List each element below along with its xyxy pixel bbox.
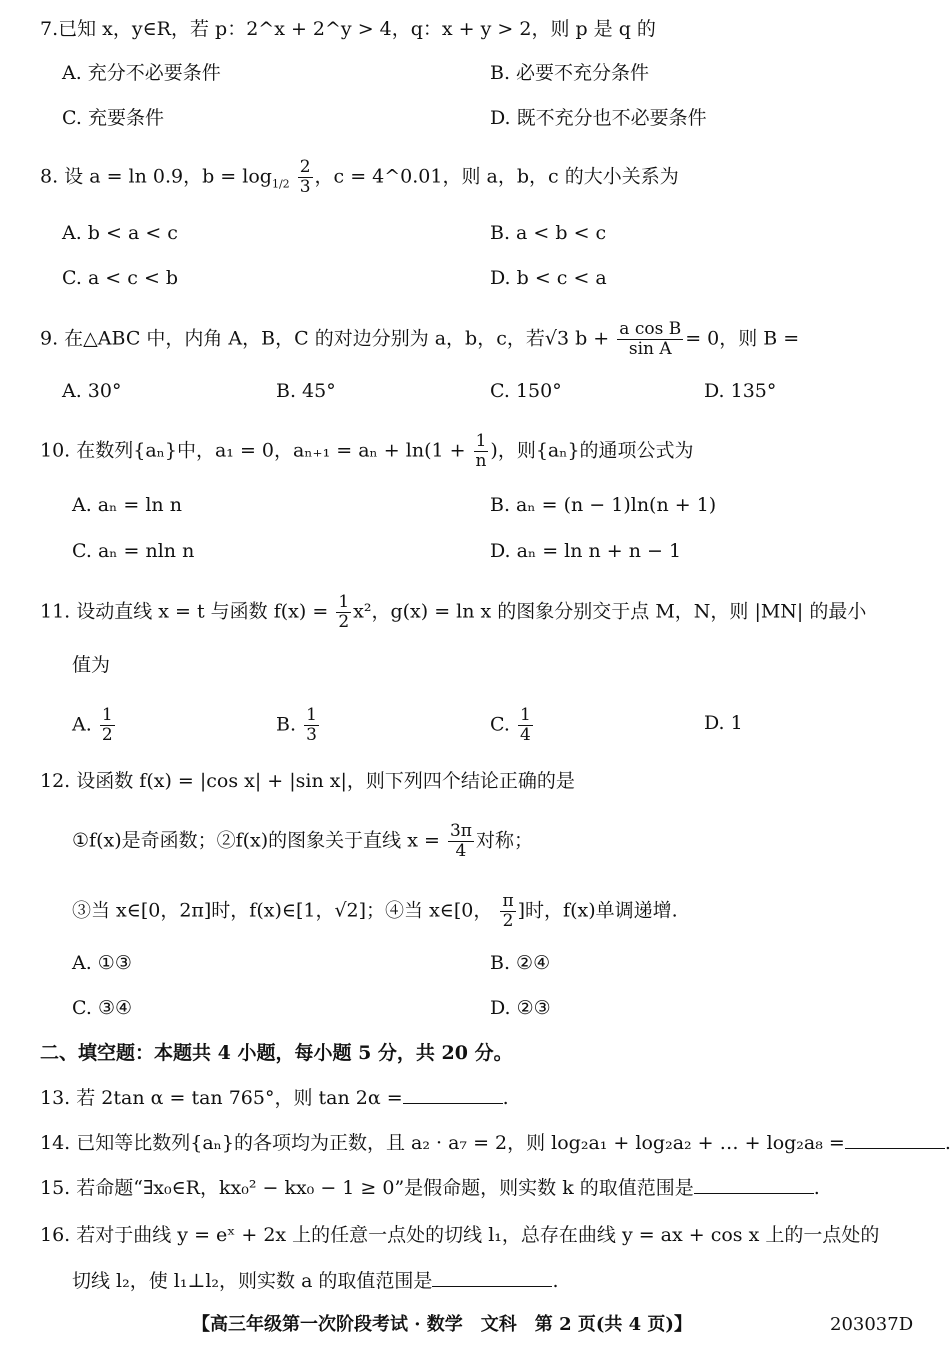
q10-stem	[40, 432, 694, 471]
q10-option-c: C. aₙ = nln n	[72, 540, 195, 562]
q13-text: 13. 若 2tan α = tan 765°，则 tan 2α =	[40, 1087, 403, 1109]
q16-line2-text: 切线 l₂，使 l₁⊥l₂，则实数 a 的取值范围是	[72, 1270, 433, 1292]
q7-option-a: A. 充分不必要条件	[62, 62, 221, 84]
q11-suffix: x²，g(x) = ln x 的图象分别交于点 M，N，则 |MN| 的最小	[353, 600, 867, 623]
q8-prefix: 8. 设 a = ln 0.9，b = log	[40, 165, 272, 188]
q12-l3-num: π	[502, 891, 514, 911]
q12-statements-1-2	[72, 822, 533, 861]
q12-option-a: A. ①③	[72, 952, 132, 974]
q8-option-d: D. b < c < a	[490, 267, 607, 289]
q16-line2	[72, 1268, 558, 1294]
q15-text: 15. 若命题“∃x₀∈R，kx₀² − kx₀ − 1 ≥ 0”是假命题，则实数 k 的取值范围是	[40, 1177, 694, 1199]
q11-option-d: D. 1	[704, 712, 743, 734]
q10-prefix: 10. 在数列{aₙ}中，a₁ = 0，aₙ₊₁ = aₙ + ln(1 +	[40, 439, 466, 462]
q15	[40, 1175, 820, 1201]
q11-c-den: 4	[519, 725, 531, 745]
q11-a-den: 2	[101, 725, 113, 745]
q8-frac-num: 2	[299, 157, 311, 177]
q14	[40, 1130, 951, 1156]
q12-stem: 12. 设函数 f(x) = |cos x| + |sin x|，则下列四个结论正确的是	[40, 770, 575, 792]
q12-option-b: B. ②④	[490, 952, 551, 974]
q11-frac-den: 2	[338, 612, 350, 632]
q12-l3-suffix: ]时，f(x)单调递增.	[517, 899, 678, 922]
q9-frac-num: a cos B	[619, 319, 682, 339]
q8-option-b: B. a < b < c	[490, 222, 607, 244]
q12-l2-suffix: 对称；	[475, 829, 533, 852]
q13-answer-blank[interactable]	[403, 1085, 503, 1104]
q11-a-label: A.	[72, 713, 92, 736]
q9-option-b: B. 45°	[276, 380, 336, 402]
q12-option-c: C. ③④	[72, 997, 133, 1019]
section-heading: 二、填空题：本题共 4 小题，每小题 5 分，共 20 分。	[40, 1042, 513, 1064]
q9-stem	[40, 320, 799, 359]
q16-line1: 16. 若对于曲线 y = eˣ + 2x 上的任意一点处的切线 l₁，总存在曲线 y = ax + cos x 上的一点处的	[40, 1224, 880, 1246]
q12-l3-den: 2	[502, 911, 514, 931]
q11-b-label: B.	[276, 713, 297, 736]
q14-end: .	[944, 1132, 951, 1154]
q11-b-fraction	[304, 706, 319, 745]
q8-fraction	[298, 158, 313, 197]
q10-option-d: D. aₙ = ln n + n − 1	[490, 540, 682, 562]
q7-stem: 7.已知 x，y∈R，若 p：2^x + 2^y > 4，q：x + y > 2，则 p 是 q 的	[40, 18, 656, 40]
q9-frac-den: sin A	[628, 339, 672, 359]
q14-answer-blank[interactable]	[845, 1130, 945, 1149]
q9-prefix: 9. 在△ABC 中，内角 A，B，C 的对边分别为 a，b，c，若√3 b +	[40, 327, 610, 350]
q11-c-num: 1	[519, 705, 531, 725]
q10-frac-num: 1	[475, 431, 487, 451]
q10-option-b: B. aₙ = (n − 1)ln(n + 1)	[490, 494, 717, 516]
q8-log-base: 1/2	[271, 177, 290, 191]
q9-suffix: = 0，则 B =	[685, 327, 800, 350]
q12-l3-prefix: ③当 x∈[0，2π]时，f(x)∈[1，√2]；④当 x∈[0，	[72, 899, 493, 922]
q10-fraction	[474, 432, 489, 471]
q12-l2-den: 4	[455, 841, 467, 861]
q9-option-d: D. 135°	[704, 380, 777, 402]
q8-suffix: ，c = 4^0.01，则 a，b，c 的大小关系为	[314, 165, 679, 188]
q11-b-num: 1	[306, 705, 317, 725]
q9-option-c: C. 150°	[490, 380, 562, 402]
q11-c-label: C.	[490, 713, 510, 736]
q11-b-den: 3	[306, 725, 317, 745]
q11-stem	[40, 593, 866, 632]
q11-option-c	[490, 706, 535, 745]
q11-a-fraction	[100, 706, 115, 745]
q15-end: .	[813, 1177, 820, 1199]
q11-prefix: 11. 设动直线 x = t 与函数 f(x) =	[40, 600, 329, 623]
q16-answer-blank[interactable]	[432, 1268, 552, 1287]
q11-frac-num: 1	[338, 592, 350, 612]
q7-option-b: B. 必要不充分条件	[490, 62, 650, 84]
q9-fraction	[617, 320, 683, 359]
q12-l2-fraction	[448, 822, 474, 861]
q10-suffix: )，则{aₙ}的通项公式为	[490, 439, 694, 462]
q11-a-num: 1	[101, 705, 113, 725]
q10-frac-den: n	[475, 451, 487, 471]
footer-code: 203037D	[830, 1314, 914, 1335]
q11-c-fraction	[518, 706, 533, 745]
q9-option-a: A. 30°	[62, 380, 122, 402]
q7-option-d: D. 既不充分也不必要条件	[490, 107, 707, 129]
q16-end: .	[552, 1270, 559, 1292]
q8-option-c: C. a < c < b	[62, 267, 179, 289]
q14-text: 14. 已知等比数列{aₙ}的各项均为正数，且 a₂ · a₇ = 2，则 log₂a₁ + log₂a₂ + … + log₂a₈ =	[40, 1132, 845, 1154]
q8-frac-den: 3	[299, 177, 311, 197]
q15-answer-blank[interactable]	[694, 1175, 814, 1194]
q7-option-c: C. 充要条件	[62, 107, 164, 129]
q11-fraction	[336, 593, 351, 632]
q11-option-b	[276, 706, 321, 745]
q11-line2: 值为	[72, 654, 111, 676]
q8-option-a: A. b < a < c	[62, 222, 178, 244]
q13	[40, 1085, 509, 1111]
q13-end: .	[502, 1087, 509, 1109]
q12-l2-prefix: ①f(x)是奇函数；②f(x)的图象关于直线 x =	[72, 829, 440, 852]
q10-option-a: A. aₙ = ln n	[72, 494, 182, 516]
q11-option-a	[72, 706, 117, 745]
q8-stem	[40, 158, 679, 197]
q12-statements-3-4	[72, 892, 678, 931]
q12-l3-fraction	[500, 892, 515, 931]
q12-l2-num: 3π	[449, 821, 472, 841]
footer-title: 【高三年级第一次阶段考试 · 数学 文科 第 2 页(共 4 页)】	[192, 1314, 692, 1335]
q12-option-d: D. ②③	[490, 997, 551, 1019]
